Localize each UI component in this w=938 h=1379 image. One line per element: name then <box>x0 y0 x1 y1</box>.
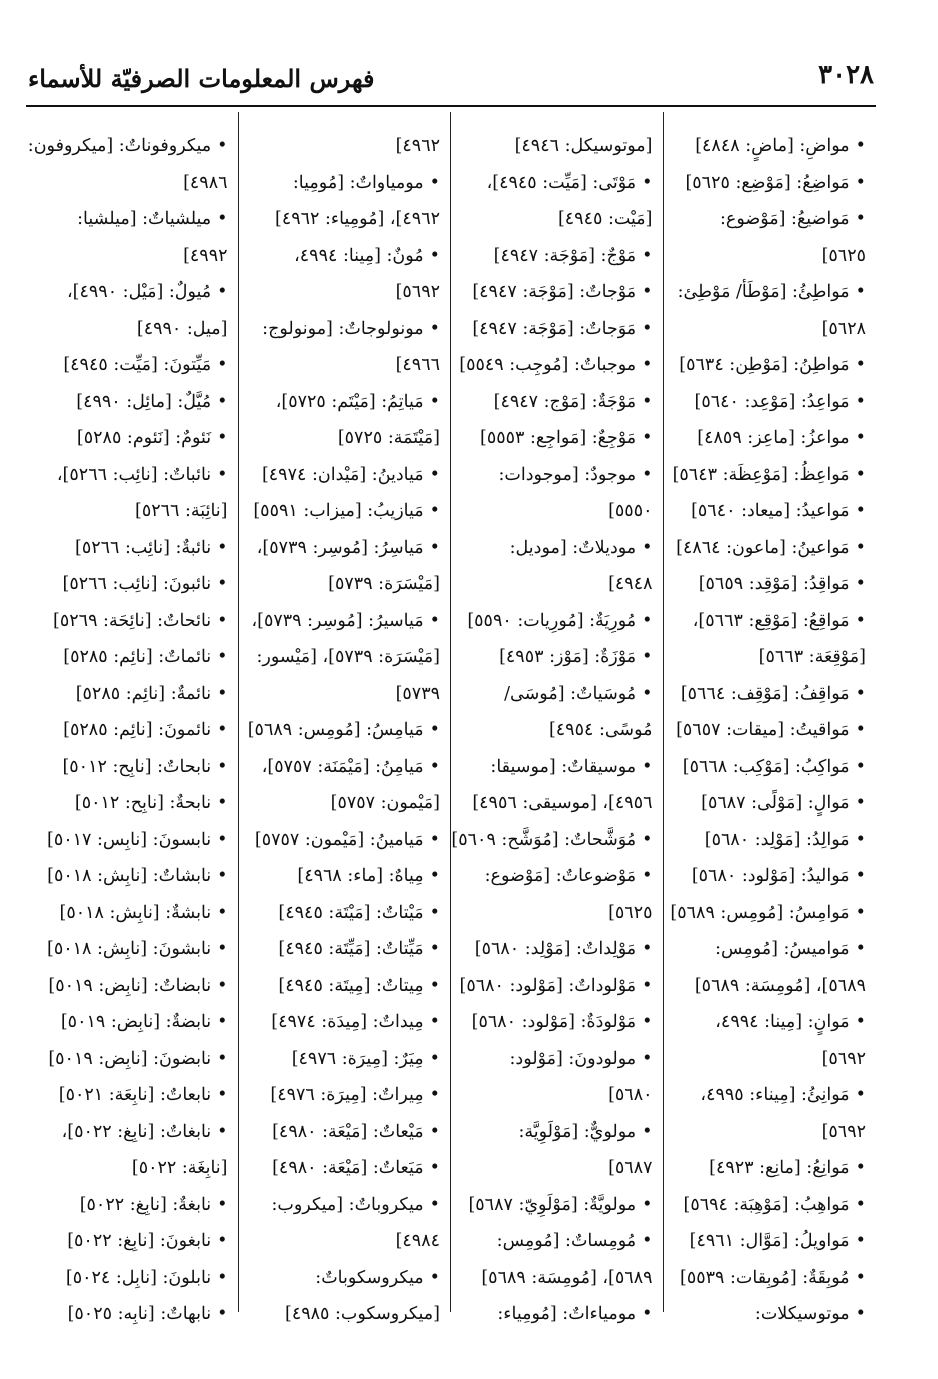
index-entry: • مَيامِسُ: [مُومِس: ٥٦٨٩] <box>245 712 441 749</box>
index-entry: • نابلونَ: [نابِل: ٥٠٢٤] <box>32 1260 228 1297</box>
index-entry-continuation: ٥٦٢٥] <box>821 245 866 266</box>
index-entry: • مُوسَياتٌ: [مُوسَى/ <box>457 676 653 713</box>
index-entry: • مَيازيبُ: [ميزاب: ٥٥٩١] <box>245 493 441 530</box>
index-entry-continuation: ٤٩٤٨] <box>608 574 653 594</box>
index-entry: • ميكروفوناتٌ: [ميكروفون: <box>32 128 228 165</box>
index-entry: • مَواقِدُ: [مَوْقِد: ٥٦٥٩] <box>670 566 867 603</box>
index-entry: • مَيامينُ: [مَيْمون: ٥٧٥٧] <box>245 822 441 859</box>
index-entry: • مَوالِدُ: [مَوْلِد: ٥٦٨٠] <box>670 822 867 859</box>
index-entry: • موجباتٌ: [مُوجِب: ٥٥٤٩] <box>457 347 653 384</box>
index-entry-continuation: [موتوسيكل: ٤٩٤٦] <box>514 136 653 156</box>
index-entry: • مُيَّلٌ: [مائِل: ٤٩٩٠] <box>32 384 228 421</box>
index-entry: • مُومِساتٌ: [مُومِس: <box>457 1223 653 1260</box>
index-entry: • مَيَعاتٌ: [مَيْعَة: ٤٩٨٠] <box>245 1150 441 1187</box>
index-entry: • مَوْجَةٌ: [مَوْج: ٤٩٤٧] <box>457 384 653 421</box>
index-entry: • نائمةٌ: [نائِم: ٥٢٨٥] <box>32 676 228 713</box>
index-entry: • مُونٌ: [مِينا: ٤٩٩٤، <box>245 238 441 275</box>
index-entry: • مونولوجاتٌ: [مونولوج: <box>245 311 441 348</box>
page-number: ٣٠٢٨ <box>818 60 874 90</box>
index-entry: • مَواهِبُ: [مَوْهِبَة: ٥٦٩٤] <box>670 1187 867 1224</box>
index-entry: • مَوْجِعٌ: [مَواجِع: ٥٥٥٣] <box>457 420 653 457</box>
index-entry-continuation: ٤٩٦٢]، [مُومِياء: ٤٩٦٢] <box>274 209 440 229</box>
index-entry: • نابشةٌ: [نابِش: ٥٠١٨] <box>32 895 228 932</box>
index-entry: • ميلشياتٌ: [ميلشيا: <box>32 201 228 238</box>
index-entry-continuation: ٤٩٦٢] <box>395 136 440 156</box>
index-entry-continuation: ٤٩٥٦]، [موسيقى: ٤٩٥٦] <box>472 793 653 813</box>
index-entry: • مَوانِئُ: [مِيناء: ٤٩٩٥، <box>670 1077 867 1114</box>
header-rule <box>26 105 876 107</box>
index-entry: • مُوبِقَةٌ: [مُوبِقات: ٥٥٣٩] <box>670 1260 867 1297</box>
index-entry-continuation: ٥٦٨٩]، [مُومِسَة: ٥٦٨٩] <box>481 1267 653 1288</box>
column-2 <box>451 112 664 1324</box>
index-entry: • مَواطِنُ: [مَوْطِن: ٥٦٣٤] <box>670 347 867 384</box>
index-entry-continuation: ٥٦٨٧] <box>608 1158 653 1178</box>
index-entry: • مَياسيرُ: [مُوسِر: ٥٧٣٩]، <box>245 603 441 640</box>
index-entry: • مَوالٍ: [مَوْلًى: ٥٦٨٧] <box>670 785 867 822</box>
index-columns <box>26 112 876 1324</box>
index-entry-continuation: ٤٩٦٦] <box>395 355 440 375</box>
index-entry: • مِيراتٌ: [مِيرَة: ٤٩٧٦] <box>245 1077 441 1114</box>
index-entry: • مَيْعاتٌ: [مَيْعَة: ٤٩٨٠] <box>245 1114 441 1151</box>
index-entry: • ميكروباتٌ: [ميكروب: <box>245 1187 441 1224</box>
index-entry-continuation: [مَيْسَرَة: ٥٧٣٩]، [مَيْسور: <box>256 647 440 667</box>
index-entry-continuation: [مَوْقِعَة: ٥٦٦٣] <box>758 647 866 667</box>
index-entry-continuation: [مَيْمون: ٥٧٥٧] <box>330 793 440 813</box>
index-entry: • ميكروسكوباتٌ: <box>245 1260 441 1297</box>
index-entry: • نابغونَ: [نابِغ: ٥٠٢٢] <box>32 1223 228 1260</box>
index-entry: • نائماتٌ: [نائِم: ٥٢٨٥] <box>32 639 228 676</box>
index-entry: • مولودونَ: [مَوْلود: <box>457 1041 653 1078</box>
index-entry-continuation: ٥٦٨٩]، [مُومِسَة: ٥٦٨٩] <box>694 975 866 996</box>
index-entry: • مَواقيتُ: [ميقات: ٥٦٥٧] <box>670 712 867 749</box>
index-entry: • مَوانٍ: [مِينا: ٤٩٩٤، <box>670 1004 867 1041</box>
index-entry: • موجودٌ: [موجودات: <box>457 457 653 494</box>
index-entry: • مَوْزَةٌ: [مَوْز: ٤٩٥٣] <box>457 639 653 676</box>
index-entry: • مِيداتٌ: [مِيدَة: ٤٩٧٤] <box>245 1004 441 1041</box>
index-entry: • مَيامِنُ: [مَيْمَنَة: ٥٧٥٧]، <box>245 749 441 786</box>
index-entry-continuation: [نائِبَة: ٥٢٦٦] <box>135 501 228 521</box>
index-entry: • نابحةٌ: [نابِح: ٥٠١٢] <box>32 785 228 822</box>
index-entry: • مَوْضوعاتٌ: [مَوْضوع: <box>457 858 653 895</box>
index-entry: • مولويٌّ: [مَوْلَوِيَّة: <box>457 1114 653 1151</box>
index-entry: • مَواضِعُ: [مَوْضِع: ٥٦٢٥] <box>670 165 867 202</box>
index-entry-continuation: [مَيْت: ٤٩٤٥] <box>557 209 653 229</box>
index-entry: • مَياسِرُ: [مُوسِر: ٥٧٣٩]، <box>245 530 441 567</box>
index-entry: • مومياواتٌ: [مُومِيا: <box>245 165 441 202</box>
index-entry: • نابغةٌ: [نابِغ: ٥٠٢٢] <box>32 1187 228 1224</box>
index-entry: • مَوْجٌ: [مَوْجَة: ٤٩٤٧] <box>457 238 653 275</box>
index-entry: • نائمونَ: [نائِم: ٥٢٨٥] <box>32 712 228 749</box>
index-entry-continuation: ٥٧٣٩] <box>395 683 440 704</box>
index-entry: • نابهاتٌ: [نابِه: ٥٠٢٥] <box>32 1296 228 1333</box>
index-entry: • مَوْلوداتٌ: [مَوْلود: ٥٦٨٠] <box>457 968 653 1005</box>
index-entry: • مِيَرٌ: [مِيرَة: ٤٩٧٦] <box>245 1041 441 1078</box>
index-entry-continuation: ٥٦٨٠] <box>608 1085 653 1105</box>
index-entry: • مَواقِعُ: [مَوْقِع: ٥٦٦٣]، <box>670 603 867 640</box>
index-entry-continuation: مُوسًى: ٤٩٥٤] <box>548 720 653 740</box>
index-entry: • مَوانِعُ: [مانِع: ٤٩٢٣] <box>670 1150 867 1187</box>
index-entry: • نَئومٌ: [نَئوم: ٥٢٨٥] <box>32 420 228 457</box>
index-entry: • موسيقاتٌ: [موسيقا: <box>457 749 653 786</box>
column-1 <box>664 112 877 1324</box>
index-entry: • نابضاتٌ: [نابِض: ٥٠١٩] <box>32 968 228 1005</box>
index-entry-continuation: [مَيْسَرَة: ٥٧٣٩] <box>328 574 440 594</box>
index-entry: • مِيتاتٌ: [مِيتَة: ٤٩٤٥] <box>245 968 441 1005</box>
index-entry-continuation: [ميل: ٤٩٩٠] <box>136 318 228 339</box>
index-entry: • مَواقِفُ: [مَوْقِف: ٥٦٦٤] <box>670 676 867 713</box>
index-entry: • مَواعِظُ: [مَوْعِظَة: ٥٦٤٣] <box>670 457 867 494</box>
index-entry: • نائحاتٌ: [نائِحَة: ٥٢٦٩] <box>32 603 228 640</box>
index-entry: • مَواويلُ: [مَوَّال: ٤٩٦١] <box>670 1223 867 1260</box>
index-entry: • نابشونَ: [نابِش: ٥٠١٨] <box>32 931 228 968</box>
index-entry: • مواضِ: [ماضٍ: ٤٨٤٨] <box>670 128 867 165</box>
index-entry: • مَيِّتاتٌ: [مَيِّتَة: ٤٩٤٥] <box>245 931 441 968</box>
index-entry: • موتوسيكلات: <box>670 1296 867 1333</box>
index-entry: • مَوْلِداتٌ: [مَوْلِد: ٥٦٨٠] <box>457 931 653 968</box>
index-entry: • مَواعينُ: [ماعون: ٤٨٦٤] <box>670 530 867 567</box>
running-title: فهرس المعلومات الصرفيّة للأسماء <box>28 64 375 93</box>
index-entry: • مَيادينُ: [مَيْدان: ٤٩٧٤] <box>245 457 441 494</box>
index-entry: • مَوَجاتٌ: [مَوْجَة: ٤٩٤٧] <box>457 311 653 348</box>
index-entry: • مولويَّةٌ: [مَوْلَوِيّ: ٥٦٨٧] <box>457 1187 653 1224</box>
index-entry-continuation: ٤٩٨٦] <box>183 172 228 193</box>
index-entry-continuation: [نابِغَة: ٥٠٢٢] <box>131 1158 228 1178</box>
index-entry: • مَواكِبُ: [مَوْكِب: ٥٦٦٨] <box>670 749 867 786</box>
index-entry-continuation: [ميكروسكوب: ٤٩٨٥] <box>285 1304 440 1324</box>
index-entry: • مَواطِئُ: [مَوْطَأ/ مَوْطِئ: <box>670 274 867 311</box>
index-entry: • نائباتٌ: [نائِب: ٥٢٦٦]، <box>32 457 228 494</box>
index-entry: • مِياهٌ: [ماء: ٤٩٦٨] <box>245 858 441 895</box>
index-entry-continuation: ٥٥٥٠] <box>608 501 653 521</box>
index-entry: • نابحاتٌ: [نابِح: ٥٠١٢] <box>32 749 228 786</box>
column-3 <box>239 112 452 1324</box>
index-entry: • مَيْتاتٌ: [مَيْتَة: ٤٩٤٥] <box>245 895 441 932</box>
index-entry: • مُورِيَةٌ: [مُورِيات: ٥٥٩٠] <box>457 603 653 640</box>
index-entry: • نابعاتٌ: [نابِعَة: ٥٠٢١] <box>32 1077 228 1114</box>
index-entry: • مَواليدُ: [مَوْلود: ٥٦٨٠] <box>670 858 867 895</box>
index-entry: • مَوْتَى: [مَيِّت: ٤٩٤٥]، <box>457 165 653 202</box>
index-entry-continuation: ٤٩٩٢] <box>183 245 228 266</box>
index-entry: • موديلاتٌ: [موديل: <box>457 530 653 567</box>
column-4 <box>26 112 239 1324</box>
index-entry: • نابسونَ: [نابِس: ٥٠١٧] <box>32 822 228 859</box>
index-entry: • مَواعيدُ: [ميعاد: ٥٦٤٠] <box>670 493 867 530</box>
index-entry-continuation: ٥٦٢٨] <box>821 318 866 339</box>
index-entry: • مَوْجاتٌ: [مَوْجَة: ٤٩٤٧] <box>457 274 653 311</box>
index-entry-continuation: ٤٩٨٤] <box>395 1231 440 1251</box>
index-entry-continuation: ٥٦٩٢] <box>395 282 440 302</box>
index-entry: • مَواميسُ: [مُومِس: <box>670 931 867 968</box>
index-entry: • مَيِّتونَ: [مَيِّت: ٤٩٤٥] <box>32 347 228 384</box>
index-entry: • نابشاتٌ: [نابِش: ٥٠١٨] <box>32 858 228 895</box>
index-entry: • مَوْلودَةٌ: [مَوْلود: ٥٦٨٠] <box>457 1004 653 1041</box>
index-entry: • مواعزُ: [ماعِز: ٤٨٥٩] <box>670 420 867 457</box>
index-entry: • مَواضيعُ: [مَوْضوع: <box>670 201 867 238</box>
index-entry: • نابضونَ: [نابِض: ٥٠١٩] <box>32 1041 228 1078</box>
index-entry: • مُيولٌ: [مَيْل: ٤٩٩٠]، <box>32 274 228 311</box>
index-entry: • مَياتِمُ: [مَيْتَم: ٥٧٢٥]، <box>245 384 441 421</box>
index-entry-continuation: ٥٦٩٢] <box>821 1121 866 1142</box>
index-entry: • نائبونَ: [نائِب: ٥٢٦٦] <box>32 566 228 603</box>
page-header <box>28 58 874 98</box>
index-entry: • مومياءاتٌ: [مُومِياء: <box>457 1296 653 1333</box>
index-entry: • نائبةٌ: [نائِب: ٥٢٦٦] <box>32 530 228 567</box>
index-entry-continuation: ٥٦٩٢] <box>821 1048 866 1069</box>
index-entry: • مَوامِسُ: [مُومِس: ٥٦٨٩] <box>670 895 867 932</box>
index-entry-continuation: [مَيْتَمَة: ٥٧٢٥] <box>337 428 440 448</box>
index-entry: • مَواعِدُ: [مَوْعِد: ٥٦٤٠] <box>670 384 867 421</box>
index-entry-continuation: ٥٦٢٥] <box>608 902 653 923</box>
index-entry: • نابغاتٌ: [نابِغ: ٥٠٢٢]، <box>32 1114 228 1151</box>
index-entry: • نابضةٌ: [نابِض: ٥٠١٩] <box>32 1004 228 1041</box>
index-entry: • مُوَشَّحاتٌ: [مُوَشَّح: ٥٦٠٩] <box>457 822 653 859</box>
